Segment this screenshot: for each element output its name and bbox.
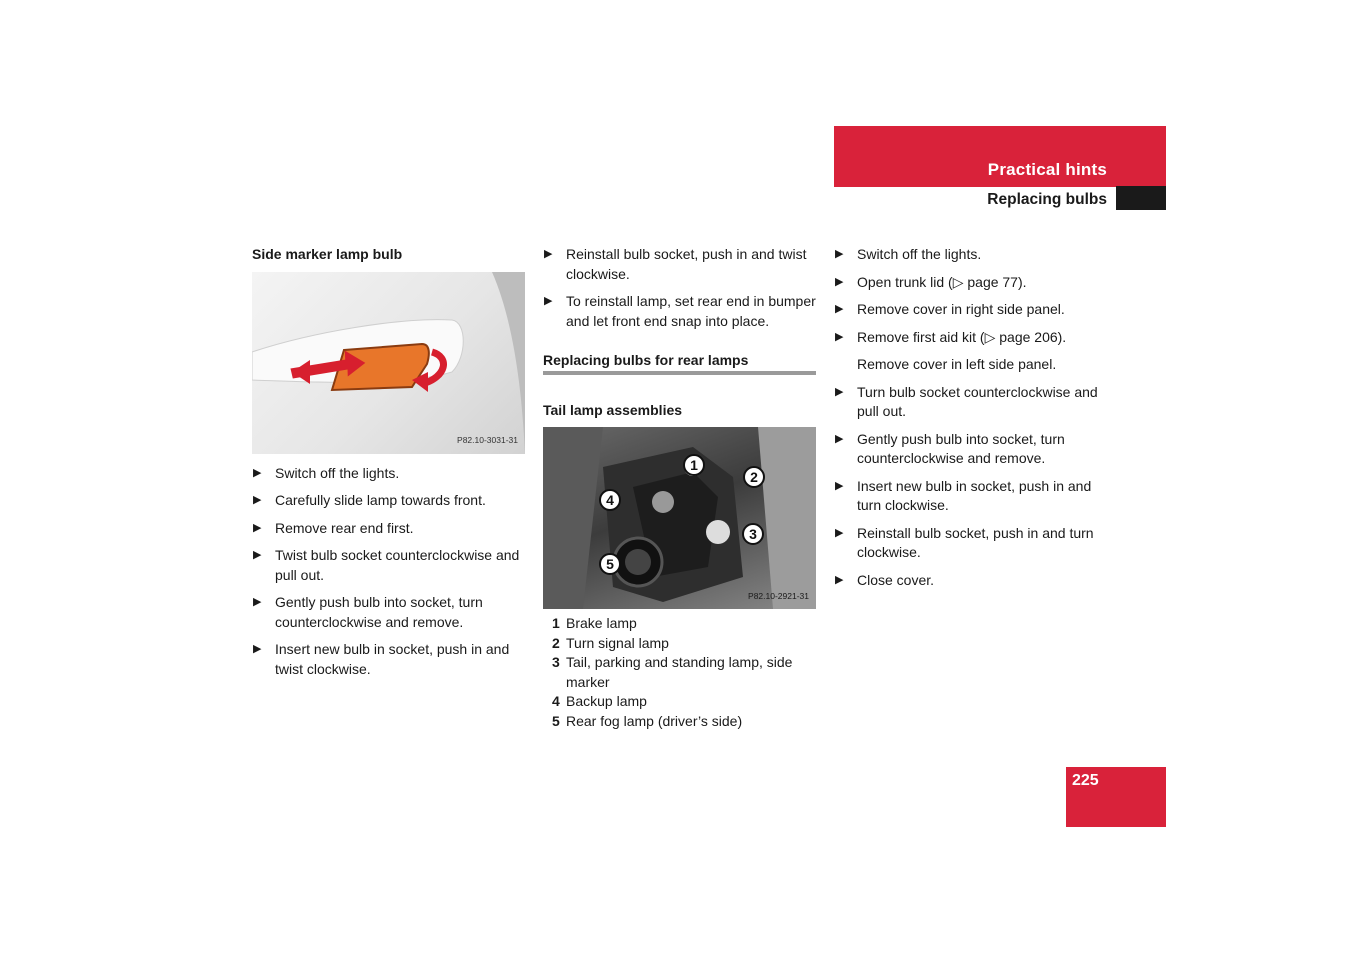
header-black-tab bbox=[1116, 186, 1166, 210]
bullet-arrow-icon: ▶ bbox=[835, 303, 844, 315]
legend-item: 4 Backup lamp bbox=[552, 693, 647, 709]
bullet-arrow-icon: ▶ bbox=[253, 521, 262, 534]
callout-3: 3 bbox=[742, 523, 764, 545]
bullet-arrow-icon: ▶ bbox=[544, 248, 553, 260]
bullet-arrow-icon: ▶ bbox=[544, 295, 553, 307]
list-item: ▶ Remove first aid kit (▷ page 206). bbox=[834, 328, 1109, 348]
legend-item: 1 Brake lamp bbox=[552, 615, 637, 631]
list-item: ▶ To reinstall lamp, set rear end in bumper and let front end snap into place. bbox=[544, 293, 816, 329]
list-item: ▶ Gently push bulb into socket, turn counterclockwise and remove. bbox=[835, 430, 1065, 466]
reinstall-steps bbox=[543, 245, 816, 331]
bullet-arrow-icon: ▶ bbox=[835, 479, 844, 492]
list-item: ▶ Remove rear end first. bbox=[252, 519, 525, 539]
bullet-arrow-icon: ▶ bbox=[835, 275, 844, 288]
page-number: 225 bbox=[1072, 772, 1099, 789]
list-item: ▶ Twist bulb socket counterclockwise and pull out. bbox=[253, 547, 520, 583]
bullet-arrow-icon: ▶ bbox=[835, 573, 844, 586]
list-item: ▶ Switch off the lights. bbox=[252, 464, 525, 484]
tail-lamp-legend bbox=[543, 614, 816, 731]
bullet-arrow-icon: ▶ bbox=[253, 596, 262, 608]
note-left-panel: Remove cover in left side panel. bbox=[857, 356, 1057, 372]
list-item: ▶ Turn bulb socket counterclockwise and pull out. bbox=[835, 383, 1098, 419]
list-item: ▶ Remove cover in right side panel. bbox=[834, 300, 1109, 320]
bullet-arrow-icon: ▶ bbox=[835, 526, 844, 539]
legend-item: 3 Tail, parking and standing lamp, side marker bbox=[552, 654, 793, 690]
callout-5: 5 bbox=[599, 553, 621, 575]
tail-steps-b bbox=[834, 383, 1109, 591]
list-item: ▶ Gently push bulb into socket, turn counterclockwise and remove. bbox=[253, 594, 483, 630]
list-item: ▶ Carefully slide lamp towards front. bbox=[252, 491, 525, 511]
tail-steps-a bbox=[834, 245, 1109, 347]
side-marker-figure bbox=[252, 272, 525, 454]
list-item: ▶ Close cover. bbox=[834, 571, 1109, 591]
bullet-arrow-icon: ▶ bbox=[253, 549, 262, 561]
list-item: ▶ Switch off the lights. bbox=[834, 245, 1109, 265]
list-item: ▶ Reinstall bulb socket, push in and twist clockwise. bbox=[544, 246, 807, 282]
column-tail-steps bbox=[834, 245, 1109, 598]
list-item: ▶ Reinstall bulb socket, push in and turn clockwise. bbox=[835, 524, 1094, 560]
section-title: Practical hints bbox=[987, 160, 1107, 179]
list-item: ▶ Open trunk lid (▷ page 77). bbox=[834, 273, 1109, 293]
bullet-arrow-icon: ▶ bbox=[835, 248, 844, 260]
legend-item: 5 Rear fog lamp (driver’s side) bbox=[552, 712, 743, 729]
list-item: ▶ Insert new bulb in socket, push in and twist clockwise. bbox=[253, 641, 510, 677]
side-marker-illustration bbox=[252, 272, 525, 454]
bullet-arrow-icon: ▶ bbox=[253, 466, 262, 479]
subsection-title: Replacing bulbs bbox=[987, 191, 1107, 208]
callout-2: 2 bbox=[743, 466, 765, 488]
bullet-arrow-icon: ▶ bbox=[253, 643, 262, 655]
side-marker-steps bbox=[252, 464, 525, 680]
tail-lamp-figure bbox=[543, 427, 816, 609]
callout-4: 4 bbox=[599, 489, 621, 511]
figure-code: P82.10-3031-31 bbox=[457, 435, 518, 445]
callout-1: 1 bbox=[683, 454, 705, 476]
bullet-arrow-icon: ▶ bbox=[835, 385, 844, 398]
heading-tail-lamp-assemblies: Tail lamp assemblies bbox=[543, 401, 683, 418]
bullet-arrow-icon: ▶ bbox=[253, 494, 262, 506]
column-side-marker bbox=[252, 245, 525, 687]
figure-code: P82.10-2921-31 bbox=[748, 590, 809, 601]
heading-rear-lamps: Replacing bulbs for rear lamps bbox=[543, 351, 816, 375]
legend-item: 2 Turn signal lamp bbox=[552, 634, 669, 651]
column-rear-lamps bbox=[543, 245, 816, 731]
bullet-arrow-icon: ▶ bbox=[835, 330, 844, 343]
tail-lamp-illustration bbox=[543, 427, 816, 609]
list-item: ▶ Insert new bulb in socket, push in and turn clockwise. bbox=[835, 477, 1092, 513]
bullet-arrow-icon: ▶ bbox=[835, 432, 844, 445]
heading-side-marker: Side marker lamp bulb bbox=[252, 246, 403, 262]
